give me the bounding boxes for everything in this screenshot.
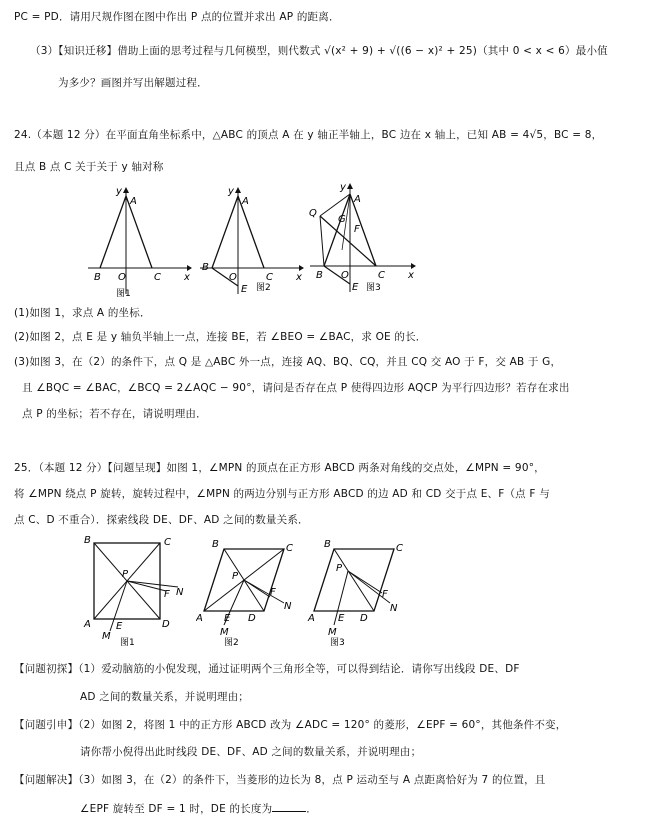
label-F: F xyxy=(382,589,388,600)
label-B: B xyxy=(84,535,91,546)
q24-figure-3 xyxy=(306,180,418,300)
label-B: B xyxy=(324,539,331,550)
label-A: A xyxy=(242,196,249,207)
label-P: P xyxy=(122,569,129,580)
q24-stem-1: 24.（本题 12 分）在平面直角坐标系中，△ABC 的顶点 A 在 y 轴正半轴上，BC 边在 x 轴上，已知 AB = 4√5，BC = 8， xyxy=(14,129,603,141)
q25-stem-3: 点 C、D 不重合）．探索线段 DE、DF、AD 之间的数量关系． xyxy=(14,514,309,526)
q24-part-3c: 点 P 的坐标；若不存在，请说明理由． xyxy=(22,408,207,420)
label-C: C xyxy=(266,272,273,283)
label-E: E xyxy=(338,613,345,624)
label-O: O xyxy=(341,270,349,281)
q24-part-3a: (3)如图 3，在（2）的条件下，点 Q 是 △ABC 外一点，连接 AQ、BQ、CQ，并且 CQ 交 AO 于 F，交 AB 于 G， xyxy=(14,356,562,368)
q25-part-2a: 【问题引申】（2）如图 2，将图 1 中的正方形 ABCD 改为 ∠ADC = 120° 的菱形，∠EPF = 60°，其他条件不变， xyxy=(14,719,567,731)
label-G: G xyxy=(338,214,346,225)
label-A: A xyxy=(196,613,203,624)
figure-caption: 图1 xyxy=(116,289,131,299)
label-P: P xyxy=(232,571,239,582)
label-x: x xyxy=(408,270,414,281)
q25-part-2b: 请你帮小倪得出此时线段 DE、DF、AD 之间的数量关系，并说明理由； xyxy=(80,746,422,758)
label-M: M xyxy=(328,627,337,638)
label-A: A xyxy=(84,619,91,630)
label-O: O xyxy=(118,272,126,283)
q25-stem-1: 25．（本题 12 分）【问题呈现】如图 1，∠MPN 的顶点在正方形 ABCD 两条对角线的交点处，∠MPN = 90°， xyxy=(14,462,545,474)
label-Q: Q xyxy=(309,208,317,219)
q24-part-2: (2)如图 2，点 E 是 y 轴负半轴上一点，连接 BE，若 ∠BEO = ∠BAC，求 OE 的长． xyxy=(14,331,427,343)
q25-part-1a: 【问题初探】（1）爱动脑筋的小倪发现，通过证明两个三角形全等，可以得到结论．请你写出线段 DE、DF xyxy=(14,663,520,675)
label-D: D xyxy=(162,619,170,630)
label-A: A xyxy=(308,613,315,624)
label-C: C xyxy=(378,270,385,281)
label-O: O xyxy=(229,272,237,283)
label-y: y xyxy=(340,182,346,193)
label-D: D xyxy=(360,613,368,624)
label-y: y xyxy=(228,186,234,197)
label-B: B xyxy=(316,270,323,281)
answer-blank[interactable] xyxy=(272,801,306,812)
q24-part-3b: 且 ∠BQC = ∠BAC，∠BCQ = 2∠AQC − 90°，请问是否存在点 P 使得四边形 AQCP 为平行四边形？若存在求出 xyxy=(22,382,570,394)
line-1: PC = PD．请用尺规作图在图中作出 P 点的位置并求出 AP 的距离． xyxy=(14,11,340,23)
label-N: N xyxy=(390,603,398,614)
label-F: F xyxy=(354,224,360,235)
figure-caption: 图2 xyxy=(224,638,239,648)
line-3: 为多少？画图并写出解题过程． xyxy=(58,77,208,89)
q25-figure-2 xyxy=(196,537,306,649)
q25-figure-1 xyxy=(80,535,190,647)
label-N: N xyxy=(284,601,292,612)
label-N: N xyxy=(176,587,184,598)
q25-part-3b xyxy=(80,801,317,816)
q24-part-1: (1)如图 1，求点 A 的坐标． xyxy=(14,307,151,319)
label-C: C xyxy=(164,537,171,548)
line-2-question-3: （3）【知识迁移】借助上面的思考过程与几何模型，则代数式 √(x² + 9) + √((6 − x)² + 25)（其中 0 < x < 6）最小值 xyxy=(30,45,608,57)
label-M: M xyxy=(220,627,229,638)
q25-figure-3 xyxy=(306,537,416,649)
q24-figure-2 xyxy=(196,182,306,302)
label-B: B xyxy=(94,272,101,283)
label-E: E xyxy=(352,282,359,293)
label-D: D xyxy=(248,613,256,624)
q24-figure-1 xyxy=(84,182,194,302)
label-C: C xyxy=(286,543,293,554)
label-E: E xyxy=(224,613,231,624)
label-E: E xyxy=(116,621,123,632)
label-A: A xyxy=(130,196,137,207)
label-B: B xyxy=(202,262,209,273)
figure-caption: 图3 xyxy=(330,638,345,648)
figure-caption: 图2 xyxy=(256,283,271,293)
label-A: A xyxy=(354,194,361,205)
label-C: C xyxy=(154,272,161,283)
label-P: P xyxy=(336,563,343,574)
q24-stem-2: 且点 B 点 C 关于关于 y 轴对称 xyxy=(14,161,164,173)
q25-part-3b-end: ． xyxy=(306,803,317,815)
label-M: M xyxy=(102,631,111,642)
q25-part-1b: AD 之间的数量关系，并说明理由； xyxy=(80,691,250,703)
label-x: x xyxy=(296,272,302,283)
figure-caption: 图1 xyxy=(120,638,135,647)
q25-part-3a: 【问题解决】（3）如图 3，在（2）的条件下，当菱形的边长为 8，点 P 运动至与 A 点距离恰好为 7 的位置，且 xyxy=(14,774,546,786)
label-C: C xyxy=(396,543,403,554)
q25-stem-2: 将 ∠MPN 绕点 P 旋转，旋转过程中，∠MPN 的两边分别与正方形 ABCD 的边 AD 和 CD 交于点 E、F（点 F 与 xyxy=(14,488,550,500)
label-F: F xyxy=(270,587,276,598)
label-y: y xyxy=(116,186,122,197)
q25-part-3b-text: ∠EPF 旋转至 DF = 1 时，DE 的长度为 xyxy=(80,803,273,815)
figure-caption: 图3 xyxy=(366,283,381,293)
label-x: x xyxy=(184,272,190,283)
label-E: E xyxy=(241,284,248,295)
label-F: F xyxy=(164,589,170,600)
label-B: B xyxy=(212,539,219,550)
